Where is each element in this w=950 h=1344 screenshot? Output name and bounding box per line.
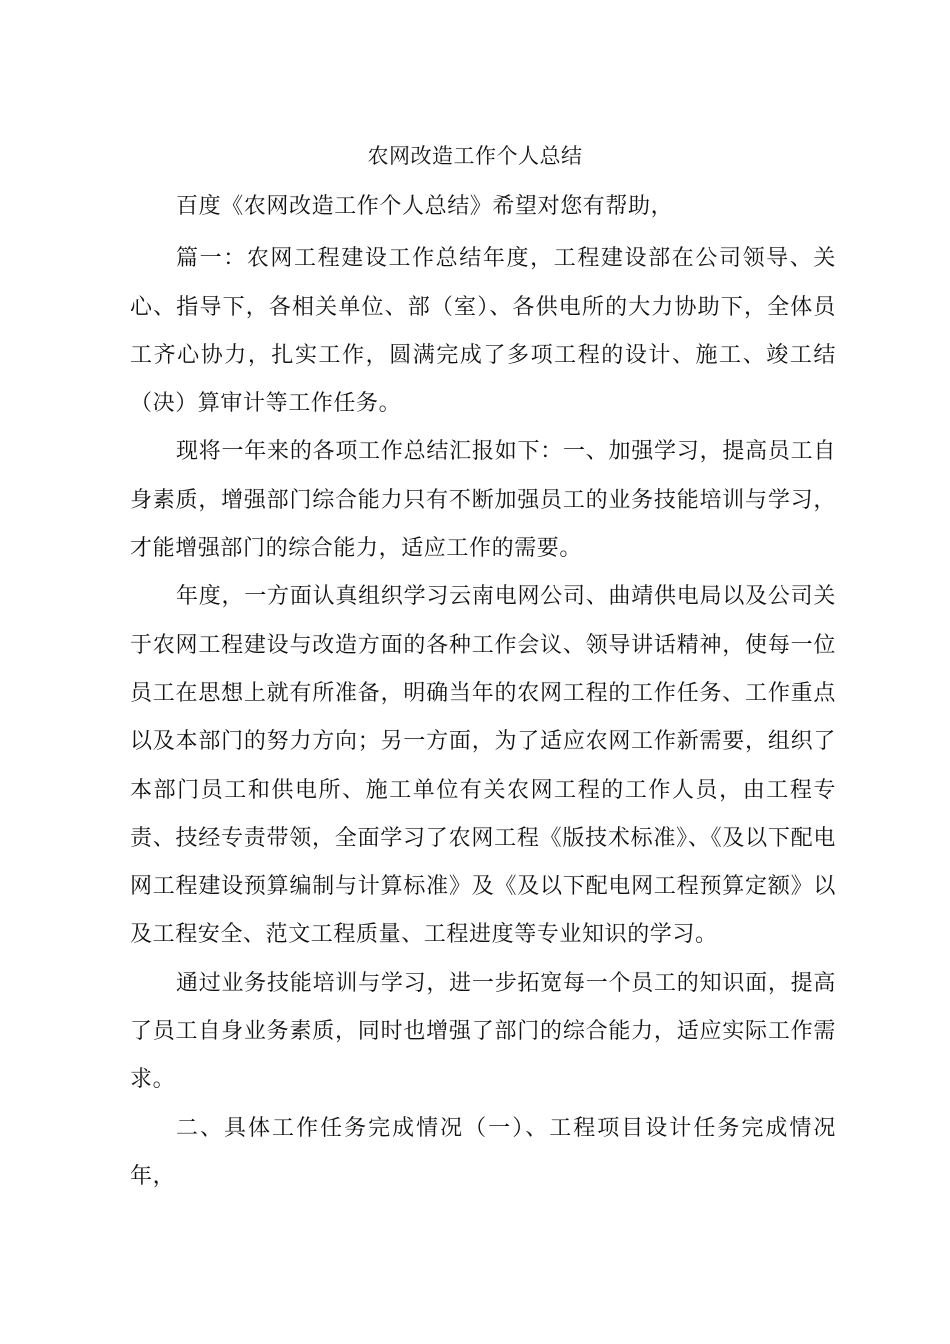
paragraph-3: 年度，一方面认真组织学习云南电网公司、曲靖供电局以及公司关于农网工程建设与改造方面的各种工作会议、领导讲话精神，使每一位员工在思想上就有所准备，明确当年的农网工程的工作任务、工作重点以及本部门的努力方向；另一方面，为了适应农网工作新需要，组织了本部门员工和供电所、施工单位有关农网工程的工作人员，由工程专责、技经专责带领，全面学习了农网工程《版技术标准》、《及以下配电网工程建设预算编制与计算标准》及《及以下配电网工程预算定额》以及工程安全、范文工程质量、工程进度等专业知识的学习。 (130, 584, 836, 948)
document-body (130, 183, 836, 1201)
paragraph-1: 篇一：农网工程建设工作总结年度，工程建设部在公司领导、关心、指导下，各相关单位、部（室）、各供电所的大力协助下，全体员工齐心协力，扎实工作，圆满完成了多项工程的设计、施工、竣工结（决）算审计等工作任务。 (130, 246, 836, 417)
paragraph-intro: 百度《农网改造工作个人总结》希望对您有帮助， (176, 194, 674, 219)
document-title: 农网改造工作个人总结 (367, 144, 583, 168)
paragraph-4: 通过业务技能培训与学习，进一步拓宽每一个员工的知识面，提高了员工自身业务素质，同时也增强了部门的综合能力，适应实际工作需求。 (130, 970, 836, 1093)
paragraph-5: 二、具体工作任务完成情况（一）、工程项目设计任务完成情况年， (130, 1115, 836, 1189)
paragraph-2: 现将一年来的各项工作总结汇报如下：一、加强学习，提高员工自身素质，增强部门综合能力只有不断加强员工的业务技能培训与学习，才能增强部门的综合能力，适应工作的需要。 (130, 439, 836, 562)
